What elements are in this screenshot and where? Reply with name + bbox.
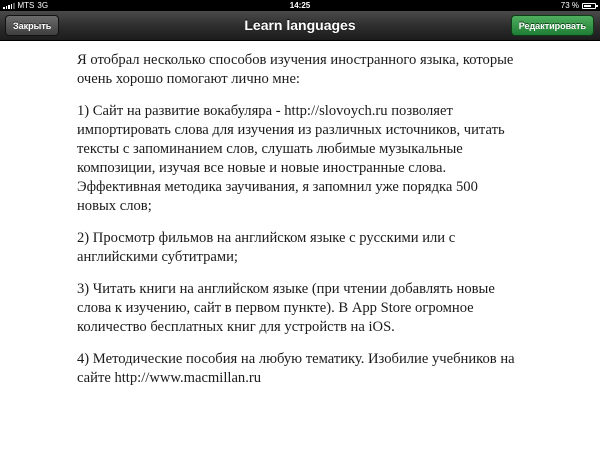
note-paragraph: 2) Просмотр фильмов на английском языке с русскими или с английскими субтитрами;: [77, 230, 456, 265]
note-paragraph: 3) Читать книги на английском языке (при чтении добавлять новые слова к изучению, сайт в первом пункте). В App Store огромное количество бесплатных книг для устройств на iOS.: [77, 281, 495, 335]
close-button[interactable]: Закрыть: [5, 15, 59, 36]
battery-icon: [582, 3, 596, 9]
status-right: [561, 0, 596, 11]
note-paragraph: Я отобрал несколько способов изучения иностранного языка, которые очень хорошо помогают лично мне:: [77, 52, 514, 87]
network-label: 3G: [37, 1, 49, 10]
note-content: [77, 51, 517, 401]
page-title: Learn languages: [244, 17, 356, 33]
status-time: 14:25: [289, 1, 311, 10]
note-paragraph: 4) Методические пособия на любую тематику. Изобилие учебников на сайте http://www.macmillan.ru: [77, 351, 515, 386]
battery-fill: [584, 5, 591, 7]
carrier-label: MTS: [17, 1, 35, 10]
battery-percent: 73 %: [560, 1, 579, 10]
navigation-bar: [0, 11, 600, 41]
status-bar: [0, 0, 600, 11]
edit-button[interactable]: Редактировать: [511, 15, 594, 36]
note-paragraph: 1) Сайт на развитие вокабуляра - http://slovoych.ru позволяет импортировать слова для изучения из различных источников, читать тексты с запоминанием слов, слушать любимые музыкальные композиции, изучая все новые и новые иностранные слова. Эффективная методика заучивания, я запомнил уже порядка 500 новых слов;: [77, 103, 505, 214]
